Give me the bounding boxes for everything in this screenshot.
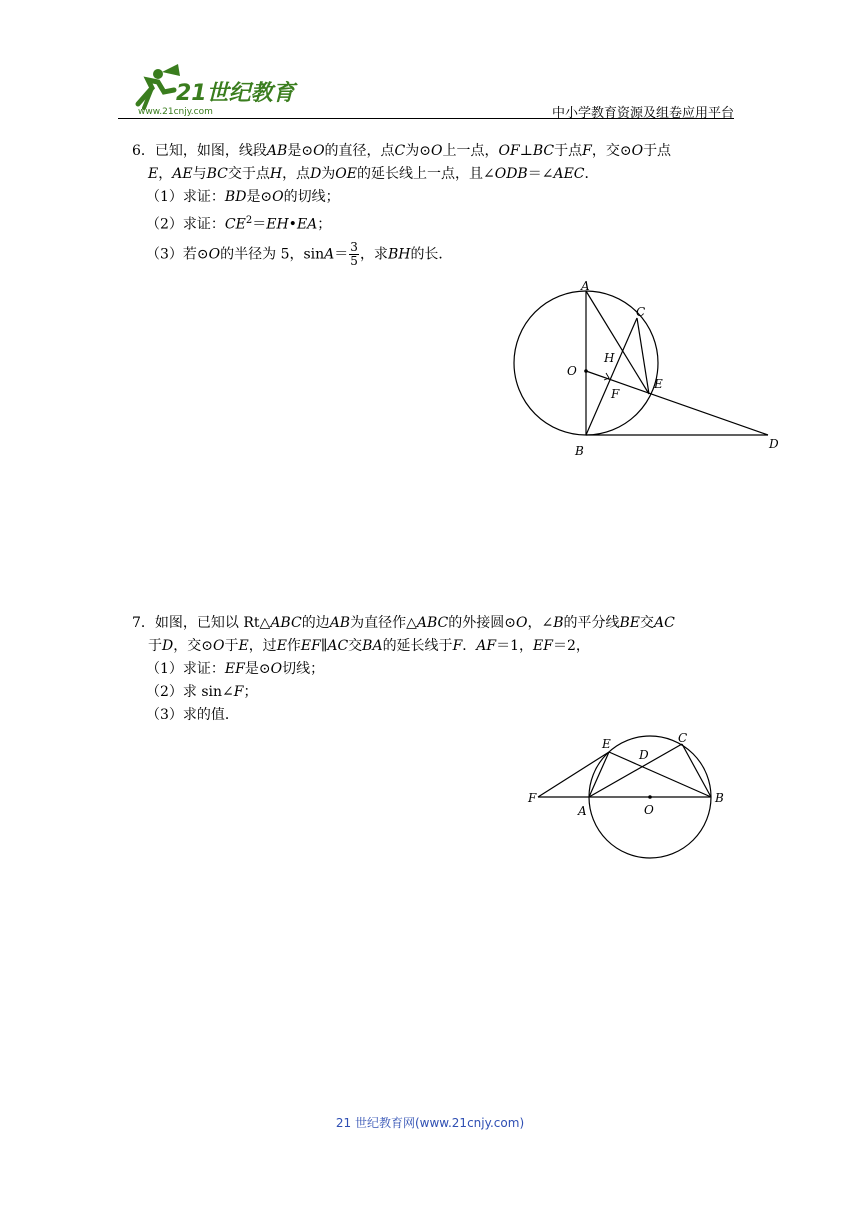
q7-line2: 于D，交⊙O于E，过E作EF∥AC交BA的延长线于F．AF＝1，EF＝2， (148, 638, 590, 654)
fig7-label-B: B (715, 791, 724, 805)
fig7-label-A: A (578, 804, 587, 818)
logo-text: 21世纪教育 (176, 81, 295, 106)
question-6 (132, 140, 742, 268)
fig6-label-H: H (604, 351, 615, 365)
fig6-segment-CE (637, 318, 649, 394)
fig7-segment-AC (589, 744, 682, 797)
figure-7 (520, 722, 735, 867)
q6-line2: E，AE与BC交于点H，点D为OE的延长线上一点，且∠ODB＝∠AEC． (148, 166, 599, 182)
fig7-segment-EB (609, 752, 711, 797)
header-divider (118, 118, 734, 119)
fig7-segment-CB (682, 744, 711, 797)
fig7-label-F: F (528, 791, 537, 805)
q7-part1: （1）求证：EF是⊙O切线； (146, 661, 325, 677)
q6-line1: 6．已知，如图，线段AB是⊙O的直径，点C为⊙O上一点，OF⊥BC于点F，交⊙O于点 (132, 143, 672, 159)
q6-part2: （2）求证：$CE^2=EH•EA$； (146, 215, 332, 233)
fraction-3-5: $\frac{3}{5}$ (350, 239, 358, 268)
fig7-label-O: O (644, 803, 654, 817)
logo-url: www.21cnjy.com (138, 107, 213, 116)
page-header (118, 62, 734, 120)
fig6-segment-OD (586, 371, 768, 435)
fig7-label-E: E (602, 737, 611, 751)
logo (118, 62, 308, 116)
fig6-label-O: O (567, 364, 577, 378)
fig6-segment-BC (586, 318, 637, 435)
fig6-label-B: B (575, 444, 584, 458)
fig6-label-F: F (611, 387, 620, 401)
fig6-label-D: D (769, 437, 779, 451)
fig6-label-C: C (636, 305, 646, 319)
q6-part3: （3）若⊙O的半径为 5，sinA＝ $\frac{3}{5}$ ，求BH的长． (146, 239, 453, 268)
question-7 (132, 612, 742, 727)
figure-6 (505, 278, 790, 463)
fig7-label-C: C (678, 731, 688, 745)
q7-part2: （2）求 sin∠F； (146, 684, 258, 700)
page-footer: 21 世纪教育网(www.21cnjy.com) (335, 1116, 525, 1130)
fig6-label-E: E (654, 377, 663, 391)
q6-part1: （1）求证：BD是⊙O的切线； (146, 189, 340, 205)
fig6-label-A: A (581, 279, 590, 293)
platform-title: 中小学教育资源及组卷应用平台 (551, 106, 734, 121)
fig7-label-D: D (639, 748, 649, 762)
q7-line1: 7．如图，已知以 Rt△ABC的边AB为直径作△ABC的外接圆⊙O，∠B的平分线BE交AC (132, 615, 675, 631)
q7-part3: （3）求的值． (146, 707, 239, 723)
